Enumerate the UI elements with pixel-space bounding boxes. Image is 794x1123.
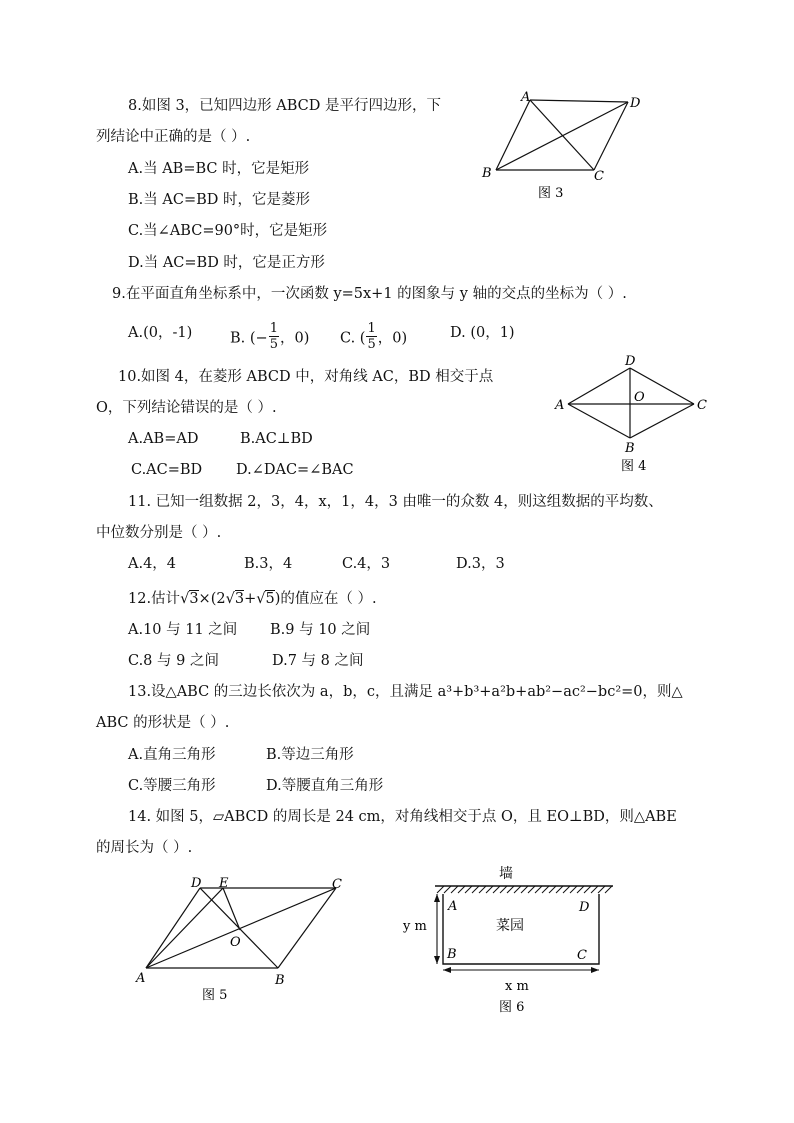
q10-option-d[interactable]: D.∠DAC=∠BAC xyxy=(236,462,354,478)
fig5-label-c: C xyxy=(332,877,342,892)
q10-line2: O，下列结论错误的是（ ）. xyxy=(96,400,277,416)
radical-icon: √ xyxy=(180,591,190,607)
radical-icon: √ xyxy=(256,591,266,607)
q14-line1: 14. 如图 5，▱ABCD 的周长是 24 cm，对角线相交于点 O，且 EO⊥BD，则△ABE xyxy=(128,809,677,825)
q9-option-b-suffix: ，0) xyxy=(279,330,310,347)
fig5-label-b: B xyxy=(275,973,285,988)
q13-option-d[interactable]: D.等腰直角三角形 xyxy=(266,778,384,794)
fig6-wall-label: 墙 xyxy=(499,866,513,882)
fig4-label-b: B xyxy=(625,441,635,456)
q12-sqrt5 xyxy=(256,590,274,607)
q8-line2: 列结论中正确的是（ ）. xyxy=(96,129,251,145)
fig6-garden-label: 菜园 xyxy=(496,918,524,934)
fig6-label-b: B xyxy=(447,947,457,962)
fig6-x-label: x m xyxy=(505,979,529,994)
figure-3 xyxy=(478,86,648,206)
q11-option-b[interactable]: B.3，4 xyxy=(244,556,293,572)
q8-option-a[interactable]: A.当 AB=BC 时，它是矩形 xyxy=(128,161,310,177)
q8-option-d[interactable]: D.当 AC=BD 时，它是正方形 xyxy=(128,255,325,271)
fig4-label-d: D xyxy=(625,354,636,369)
q9-option-c-suffix: ，0) xyxy=(377,330,408,347)
q10-option-a[interactable]: A.AB=AD xyxy=(128,431,199,447)
q9-option-b-prefix: B. (− xyxy=(230,330,268,347)
q8-option-b[interactable]: B.当 AC=BD 时，它是菱形 xyxy=(128,192,310,208)
fig5-label-d: D xyxy=(191,876,202,891)
q12-option-d[interactable]: D.7 与 8 之间 xyxy=(272,653,364,669)
q9-option-b-fraction xyxy=(269,321,279,352)
q9-option-d[interactable]: D. (0，1) xyxy=(450,325,515,341)
fig3-label-c: C xyxy=(594,169,604,184)
fig3-label-b: B xyxy=(482,166,492,181)
q10-option-b[interactable]: B.AC⊥BD xyxy=(240,431,313,447)
q12-option-c[interactable]: C.8 与 9 之间 xyxy=(128,653,219,669)
fig6-label-c: C xyxy=(577,948,587,963)
fig5-label-e: E xyxy=(219,876,229,891)
fig5-label-a: A xyxy=(136,971,146,986)
q8-option-c[interactable]: C.当∠ABC=90°时，它是矩形 xyxy=(128,223,328,239)
q10-line1: 10.如图 4，在菱形 ABCD 中，对角线 AC，BD 相交于点 xyxy=(118,369,494,385)
q13-option-c[interactable]: C.等腰三角形 xyxy=(128,778,216,794)
q12-option-a[interactable]: A.10 与 11 之间 xyxy=(128,622,238,638)
radical-icon: √ xyxy=(225,591,235,607)
q10-option-c[interactable]: C.AC=BD xyxy=(131,462,203,478)
q9-c-numerator: 1 xyxy=(367,321,376,336)
fig4-label-a: A xyxy=(555,398,565,413)
q12-rad3b-value: 3 xyxy=(234,591,245,607)
fig3-label-d: D xyxy=(630,96,641,111)
q12-rad3-value: 3 xyxy=(189,591,199,607)
figure-4 xyxy=(548,350,718,475)
q12-rad5-value: 5 xyxy=(265,591,275,607)
q9-c-denominator: 5 xyxy=(367,337,376,352)
q12-sqrt3-b xyxy=(226,590,244,607)
fig6-y-label: y m xyxy=(403,919,427,934)
fig3-caption: 图 3 xyxy=(538,186,564,201)
q9-option-c-fraction xyxy=(366,321,376,352)
q9-option-c-prefix: C. ( xyxy=(340,330,366,347)
q13-option-a[interactable]: A.直角三角形 xyxy=(128,747,216,763)
figure-6 xyxy=(395,858,625,1018)
fig6-label-d: D xyxy=(579,900,590,915)
q13-line2: ABC 的形状是（ ）. xyxy=(96,715,230,731)
q9-b-denominator: 5 xyxy=(269,337,278,352)
fig4-label-o: O xyxy=(634,390,645,405)
fig3-label-a: A xyxy=(521,90,531,105)
fig4-label-c: C xyxy=(697,398,707,413)
fig5-label-o: O xyxy=(230,935,241,950)
q11-line2: 中位数分别是（ ）. xyxy=(96,525,222,541)
q12-option-b[interactable]: B.9 与 10 之间 xyxy=(270,622,371,638)
fig4-caption: 图 4 xyxy=(621,459,647,474)
q9-line1: 9.在平面直角坐标系中，一次函数 y=5x+1 的图象与 y 轴的交点的坐标为（ ）. xyxy=(112,286,627,302)
q12-prefix: 12.估计 xyxy=(128,591,181,607)
q12-suffix: )的值应在（ ）. xyxy=(274,591,377,607)
q11-option-c[interactable]: C.4，3 xyxy=(342,556,391,572)
fig6-label-a: A xyxy=(448,899,458,914)
q11-line1: 11. 已知一组数据 2，3，4，x，1，4，3 由唯一的众数 4，则这组数据的平均数、 xyxy=(128,494,663,510)
q9-b-numerator: 1 xyxy=(269,321,278,336)
fig6-caption: 图 6 xyxy=(499,1000,525,1015)
figure-5 xyxy=(130,868,360,1008)
q11-option-d[interactable]: D.3，3 xyxy=(456,556,505,572)
q14-line2: 的周长为（ ）. xyxy=(96,840,193,856)
q8-line1: 8.如图 3，已知四边形 ABCD 是平行四边形，下 xyxy=(128,98,442,114)
q9-option-c[interactable] xyxy=(340,323,407,354)
fig5-caption: 图 5 xyxy=(202,988,228,1003)
q12-line1 xyxy=(128,589,377,609)
q9-option-a[interactable]: A.(0，-1) xyxy=(128,325,193,341)
q12-times: ×(2 xyxy=(198,591,226,607)
q9-option-b[interactable] xyxy=(230,323,309,354)
q13-line1: 13.设△ABC 的三边长依次为 a，b，c，且满足 a³+b³+a²b+ab²−ac²−bc²=0，则△ xyxy=(128,684,683,700)
q12-plus: + xyxy=(244,591,257,607)
q13-option-b[interactable]: B.等边三角形 xyxy=(266,747,354,763)
q12-sqrt3 xyxy=(180,590,198,607)
q11-option-a[interactable]: A.4，4 xyxy=(128,556,177,572)
